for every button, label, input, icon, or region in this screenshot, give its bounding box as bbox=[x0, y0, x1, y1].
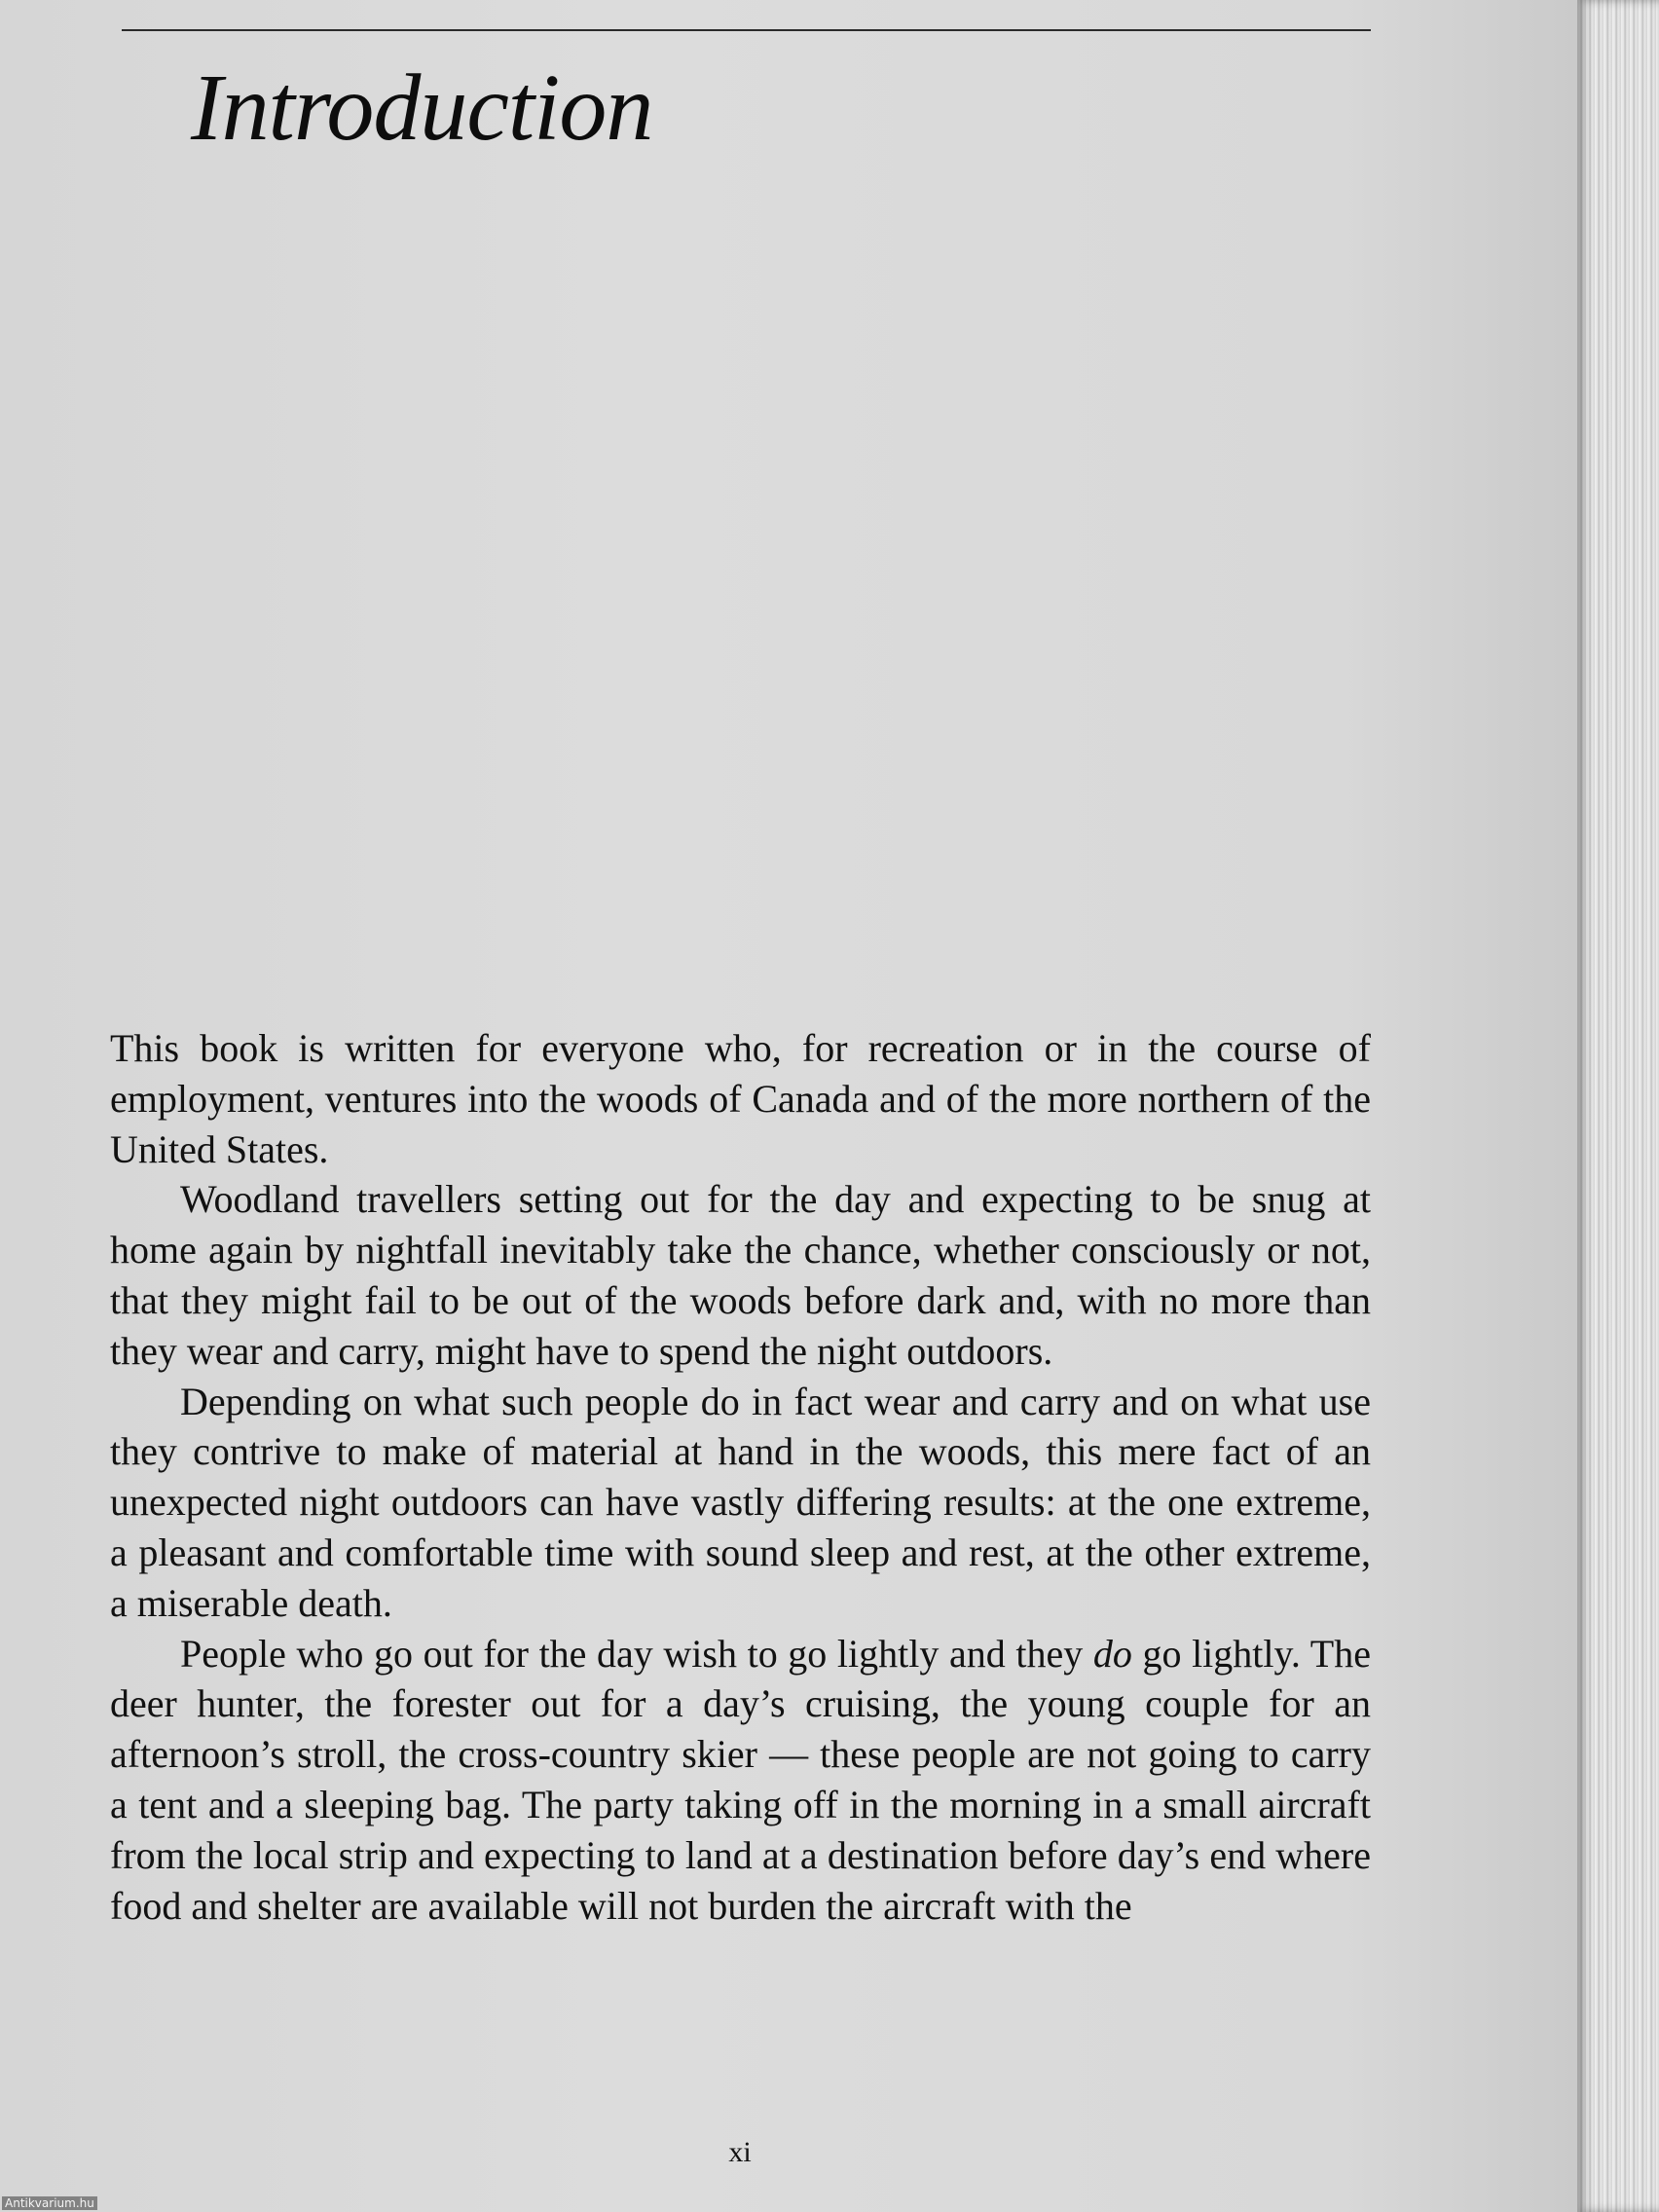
paragraph-3: Depending on what such people do in fact wear and carry and on what use they contrive to make of material at hand in the woods, this mere fact of an unexpected night outdoors can have vastly differing results: at the one extreme, a pleasant and comfortable time with sound sleep and rest, at the other extreme, a miserable death. bbox=[110, 1379, 1371, 1625]
page-number: xi bbox=[728, 2136, 752, 2168]
paragraph-2: Woodland travellers setting out for the day and expecting to be snug at home again by nightfall inevitably take the chance, whether consciously or not, that they might fail to be out of the woods before dark and, with no more than they wear and carry, might have to spend the night outdoors. bbox=[110, 1177, 1371, 1373]
paragraph-1: This book is written for everyone who, for recreation or in the course of employment, ventures into the woods of Canada and of the more northern of the United States. bbox=[110, 1026, 1371, 1171]
paragraph-4-start: People who go out for the day wish to go lightly and they bbox=[180, 1631, 1093, 1676]
watermark: Antikvarium.hu bbox=[2, 2196, 97, 2210]
page-edge-stack bbox=[1577, 0, 1659, 2212]
chapter-title: Introduction bbox=[191, 55, 653, 161]
paragraph-4-rest: go lightly. The deer hunter, the forester out for a day’s cruising, the young couple for an afternoon’s stroll, the cross-country skier — these people are not going to carry a tent and a sleeping bag. The party taking off in the morning in a small aircraft from the local strip and expecting to land at a destination before day’s end where food and shelter are available will not burden the aircraft with the bbox=[110, 1631, 1371, 1928]
paragraph-4-emphasis: do bbox=[1092, 1631, 1132, 1676]
body-text bbox=[110, 1023, 1371, 1931]
top-rule bbox=[122, 29, 1371, 31]
paragraph-4 bbox=[110, 1629, 1371, 1932]
